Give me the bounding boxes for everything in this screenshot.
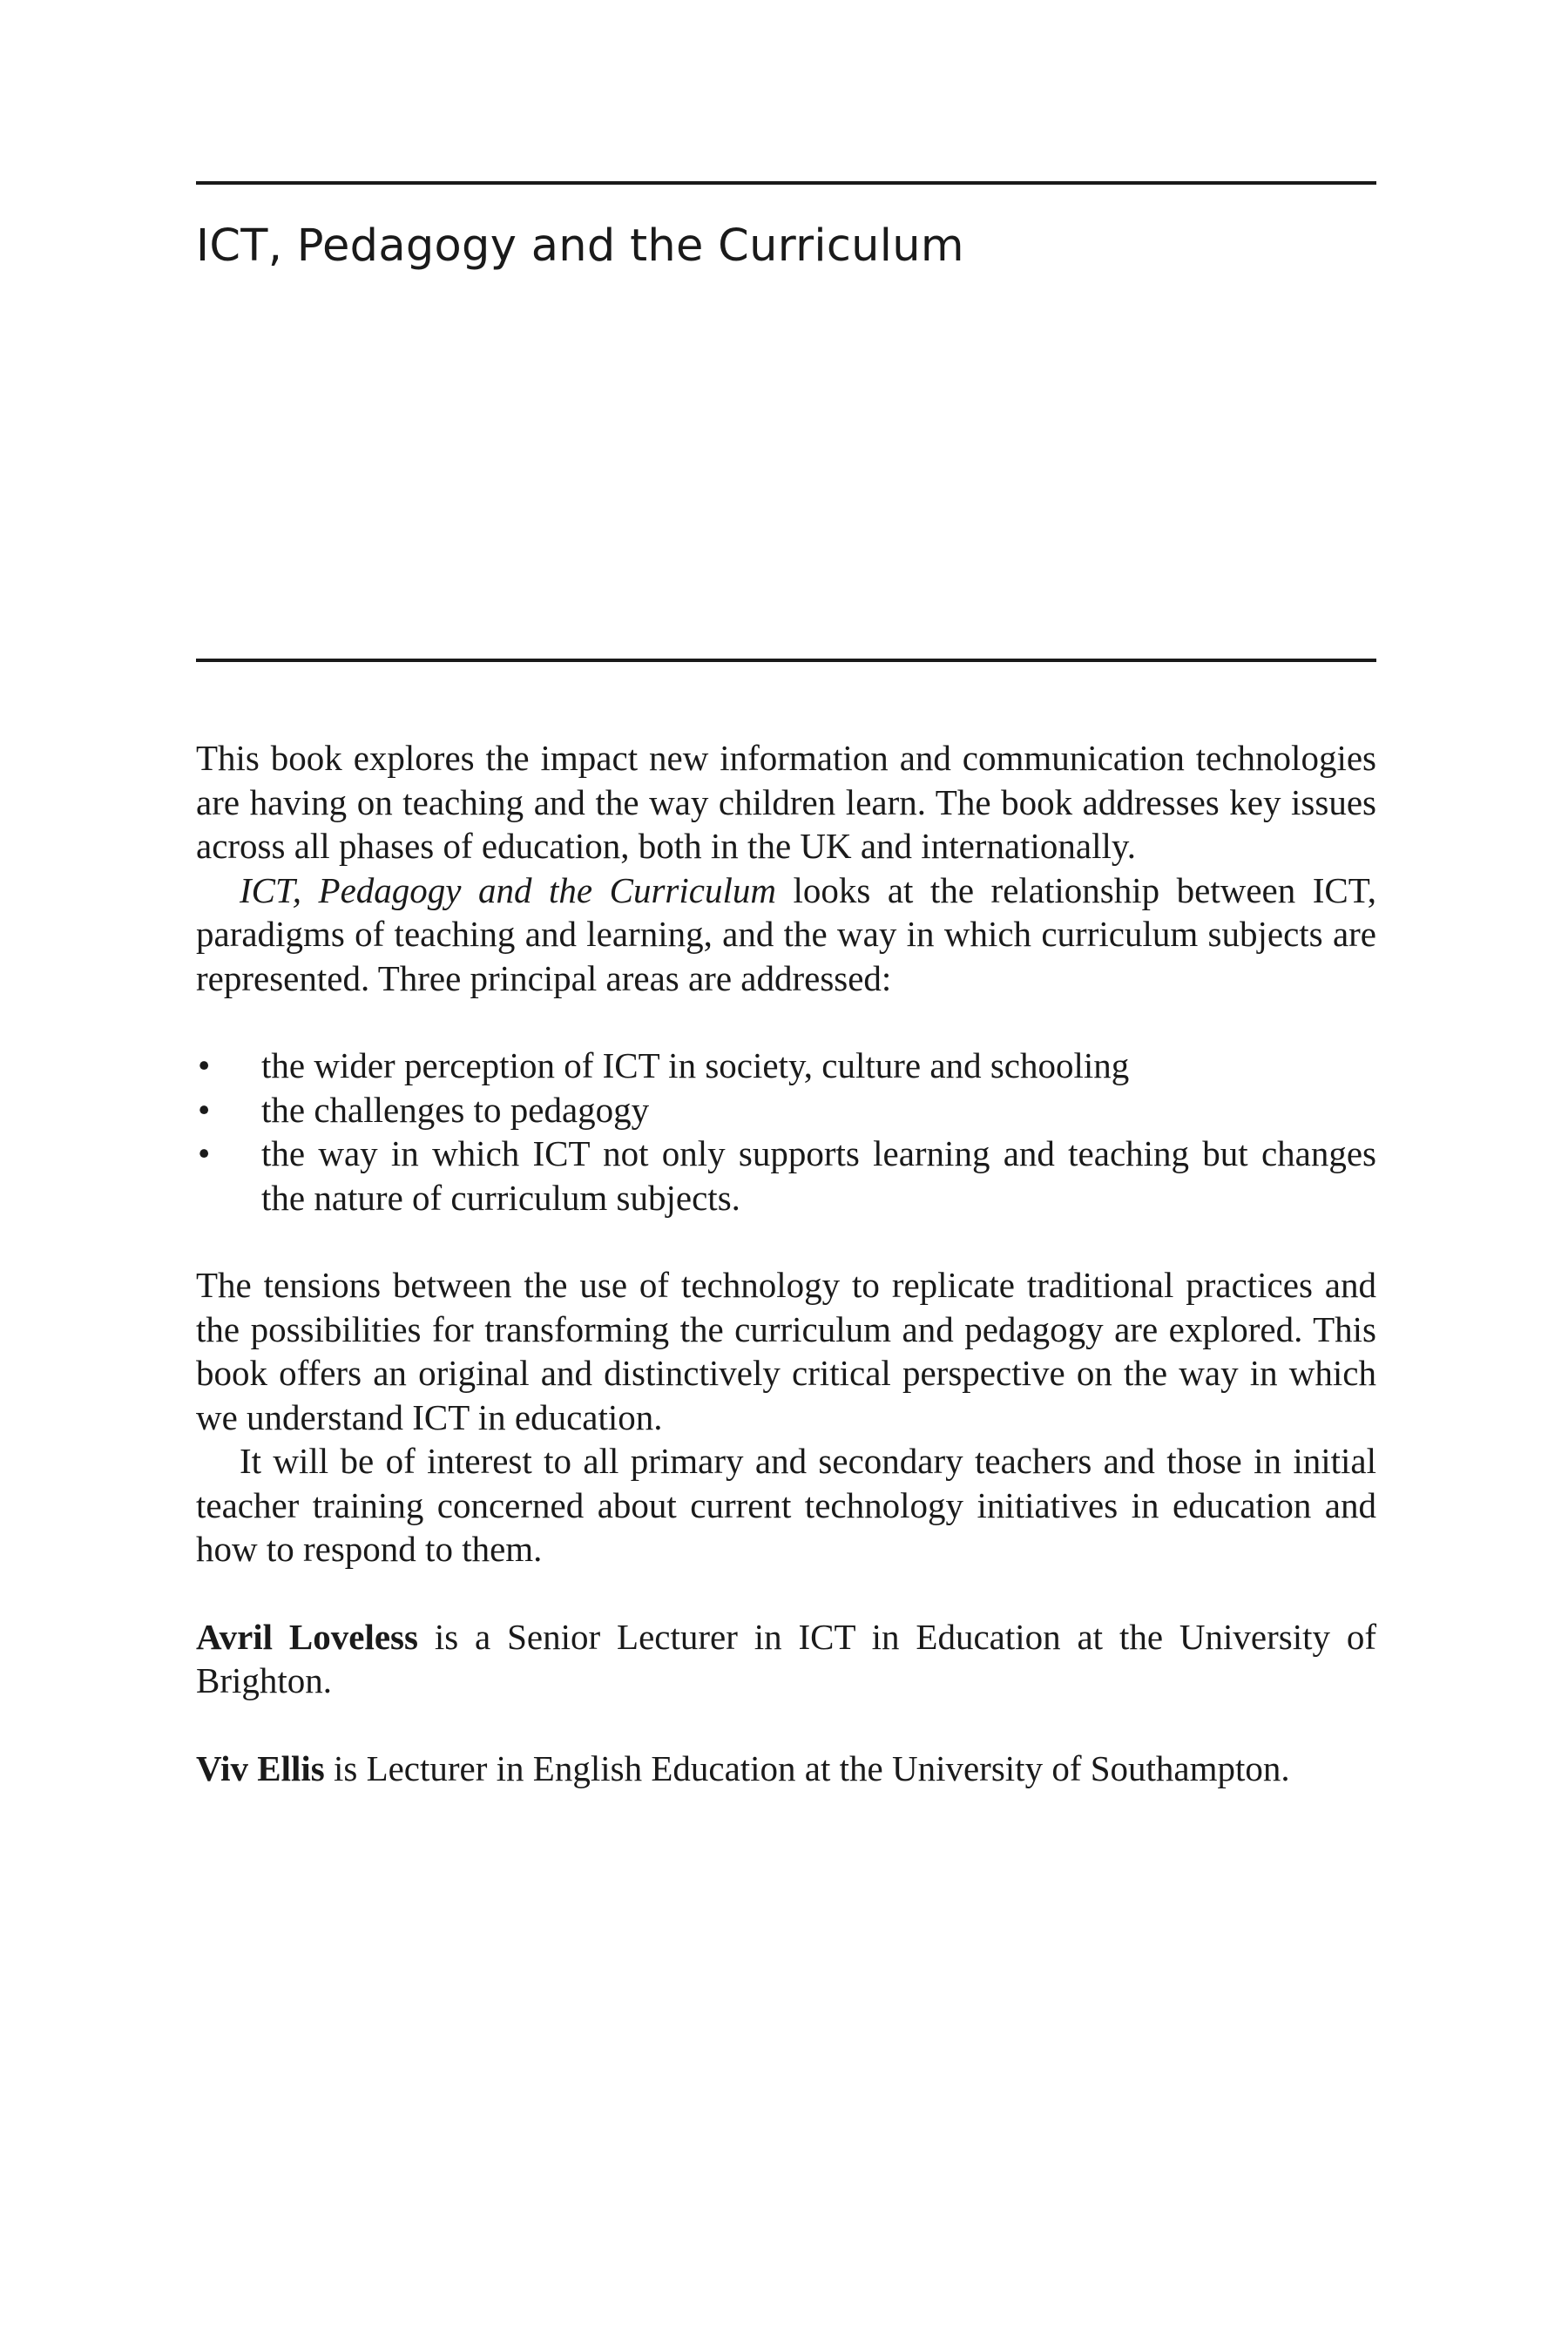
book-page [196,0,1376,2352]
author-bio [196,1747,1376,1791]
author-bio [196,1615,1376,1703]
bullet-icon: • [198,1045,211,1085]
list-item [196,1132,1376,1220]
author-bio-text: is Lecturer in English Education at the University of Southampton. [324,1747,1290,1788]
intro-paragraph: This book explores the impact new information and communication technologies are having on teaching and the way children learn. The book addresses key issues across all phases of education, both in the UK and internationally. [196,738,1376,866]
blurb-body [196,736,1376,1790]
middle-rule [196,659,1376,662]
top-rule [196,181,1376,185]
list-item [196,1044,1376,1088]
list-item [196,1088,1376,1132]
list-item-text: the wider perception of ICT in society, culture and schooling [261,1045,1130,1085]
list-item-text: the way in which ICT not only supports learning and teaching but changes the nature of curriculum subjects. [261,1133,1376,1218]
book-title-reference: ICT, Pedagogy and the Curriculum [240,869,776,910]
book-title: ICT, Pedagogy and the Curriculum [196,220,964,272]
author-name: Viv Ellis [196,1747,325,1788]
bullet-icon: • [198,1089,211,1130]
author-bio-text: is a Senior Lecturer in ICT in Education at the University of Brighton. [196,1616,1377,1700]
principal-areas-list [196,1044,1376,1220]
relationship-text: looks at the relationship between ICT, paradigms of teaching and learning, and the way in which curriculum subjects are represented. Three principal areas are addressed: [196,869,1376,998]
author-name: Avril Loveless [196,1616,418,1657]
tensions-paragraph: The tensions between the use of technology to replicate traditional practices and the possibilities for transforming the curriculum and pedagogy are explored. This book offers an original and distinctively critical perspective on the way in which we understand ICT in education. [196,1265,1376,1437]
list-item-text: the challenges to pedagogy [261,1089,650,1130]
bullet-icon: • [198,1133,211,1173]
relationship-paragraph [196,868,1376,1001]
audience-paragraph: It will be of interest to all primary and secondary teachers and those in initial teacher training concerned about current technology initiatives in education and how to respond to them. [196,1441,1376,1569]
